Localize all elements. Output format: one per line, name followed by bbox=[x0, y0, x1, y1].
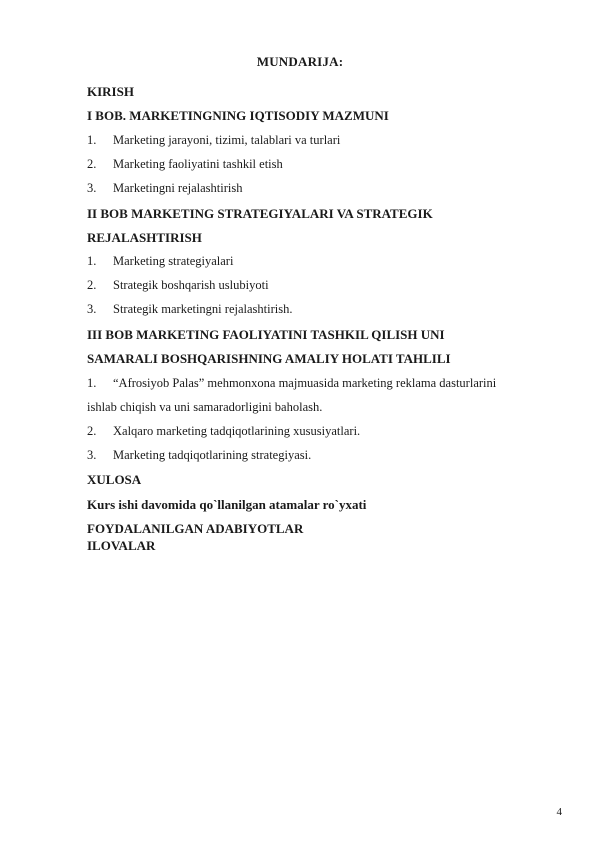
item-text: Xalqaro marketing tadqiqotlarining xususiyatlari. bbox=[113, 424, 361, 438]
item-number: 2. bbox=[87, 157, 97, 171]
page-number: 4 bbox=[556, 806, 562, 818]
chapter2-item-3 bbox=[87, 302, 292, 317]
xulosa-heading: XULOSA bbox=[87, 472, 142, 487]
chapter2-item-2 bbox=[87, 278, 269, 293]
item-text: Strategik boshqarish uslubiyoti bbox=[113, 278, 269, 292]
item-number: 2. bbox=[87, 424, 97, 438]
appendices-heading: ILOVALAR bbox=[87, 538, 156, 553]
chapter3-heading-line2: SAMARALI BOSHQARISHNING AMALIY HOLATI TAHLILI bbox=[87, 351, 451, 366]
chapter1-heading: I BOB. MARKETINGNING IQTISODIY MAZMUNI bbox=[87, 108, 389, 123]
chapter3-item-1 bbox=[87, 376, 496, 391]
item-number: 3. bbox=[87, 302, 97, 316]
item-text: “Afrosiyob Palas” mehmonxona majmuasida marketing reklama dasturlarini bbox=[113, 376, 497, 390]
item-number: 1. bbox=[87, 254, 97, 268]
item-text: Marketing tadqiqotlarining strategiyasi. bbox=[113, 448, 312, 462]
item-text: Strategik marketingni rejalashtirish. bbox=[113, 302, 293, 316]
chapter1-item-2 bbox=[87, 157, 283, 172]
chapter1-item-3 bbox=[87, 181, 242, 196]
item-number: 3. bbox=[87, 448, 97, 462]
chapter3-item-3 bbox=[87, 448, 311, 463]
page-title: MUNDARIJA: bbox=[256, 54, 344, 69]
kirish-heading: KIRISH bbox=[87, 84, 134, 99]
item-text: Marketingni rejalashtirish bbox=[113, 181, 243, 195]
item-number: 2. bbox=[87, 278, 97, 292]
item-number: 1. bbox=[87, 376, 97, 390]
chapter2-heading-line2: REJALASHTIRISH bbox=[87, 230, 202, 245]
item-text: ishlab chiqish va uni samaradorligini baholash. bbox=[87, 400, 323, 414]
item-number: 1. bbox=[87, 133, 97, 147]
chapter3-heading-line1: III BOB MARKETING FAOLIYATINI TASHKIL QILISH UNI bbox=[87, 327, 445, 342]
chapter1-item-1 bbox=[87, 133, 340, 148]
item-text: Marketing faoliyatini tashkil etish bbox=[113, 157, 283, 171]
glossary-heading: Kurs ishi davomida qo`llanilgan atamalar ro`yxati bbox=[87, 497, 367, 512]
chapter2-item-1 bbox=[87, 254, 233, 269]
chapter2-heading-line1: II BOB MARKETING STRATEGIYALARI VA STRATEGIK bbox=[87, 206, 433, 221]
item-text: Marketing strategiyalari bbox=[113, 254, 234, 268]
item-number: 3. bbox=[87, 181, 97, 195]
chapter3-item-2 bbox=[87, 424, 360, 439]
chapter3-item-1-continuation bbox=[87, 400, 322, 415]
item-text: Marketing jarayoni, tizimi, talablari va turlari bbox=[113, 133, 341, 147]
references-heading: FOYDALANILGAN ADABIYOTLAR bbox=[87, 521, 304, 536]
